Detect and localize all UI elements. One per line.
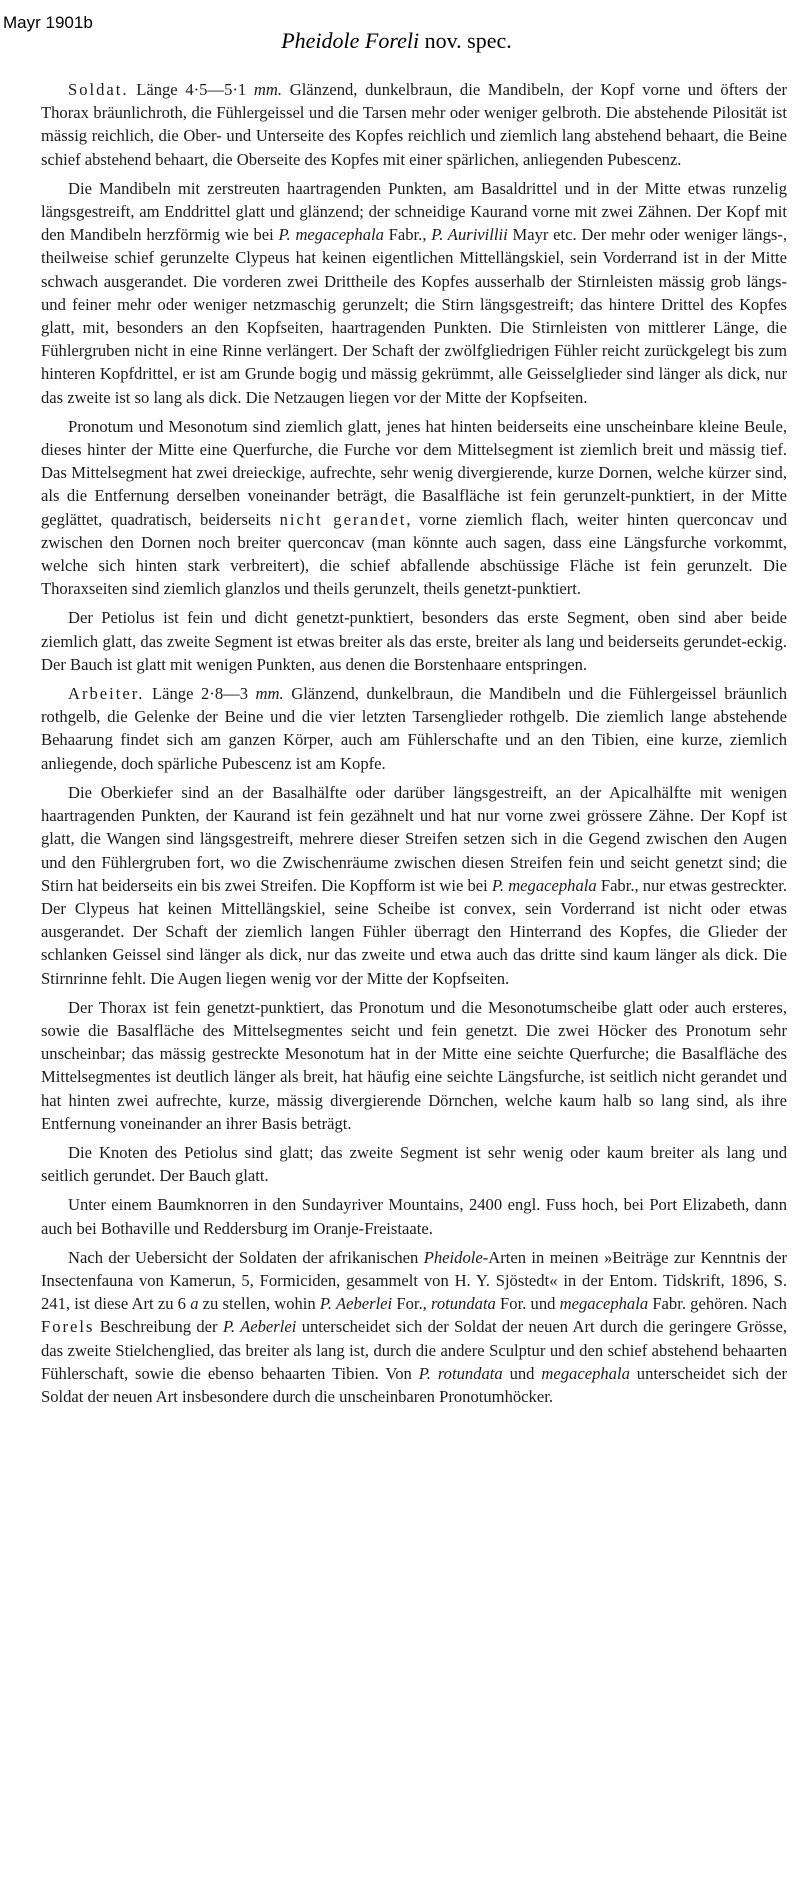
title-species-name: Pheidole Foreli: [281, 28, 420, 53]
spaced-text: Arbeiter.: [68, 684, 145, 704]
paragraph: [41, 781, 787, 990]
text-run: Fabr. gehören. Nach: [648, 1294, 787, 1314]
paragraph: [41, 1246, 787, 1408]
text-run: Nach der Uebersicht der Soldaten der afrikanischen: [68, 1247, 424, 1267]
text-run: unterscheidet sich der Soldat der neuen Art durch die geringere Grösse, das zweite Stielchenglied, das breiter als lang ist, durch die andere Sculptur und den schief abstehend behaarten Fühlerschaft, sowie die ebenso behaarten Tibien. Von: [41, 1317, 788, 1383]
text-run: Länge 2·8—3: [144, 684, 256, 704]
paragraph: [41, 177, 787, 409]
text-run: Fabr.,: [383, 225, 432, 245]
text-run: Beschreibung der: [94, 1317, 223, 1337]
text-run: Mayr etc. Der mehr oder weniger längs-, theilweise schief gerunzelte Clypeus hat keinen eigentlichen Mittellängskiel, sein Vorderrand ist in der Mitte schwach ausgerandet. Die vorderen zwei Drittheile des Kopfes ausserhalb der Stirnleisten mässig grob längs- und feiner mehr oder weniger netzmaschig gerunzelt; die Stirn längsgestreift; das hintere Drittel des Kopfes glatt, mit, besonders an den Kopfseiten, haartragenden Punkten. Die Stirnleisten von mittlerer Länge, die Fühlergruben nicht in eine Rinne verlängert. Der Schaft der zwölfgliedrigen Fühler reicht zurückgelegt bis zum hinteren Kopfdrittel, er ist am Grunde bogig und mässig gekrümmt, alle Geisselglieder sind länger als dick, nur das zweite ist so lang als dick. Die Netzaugen liegen vor der Mitte der Kopfseiten.: [41, 225, 787, 407]
text-run: Der Petiolus ist fein und dicht genetzt-punktiert, besonders das erste Segment, oben sind aber beide ziemlich glatt, das zweite Segment ist etwas breiter als das erste, breiter als lang und beiderseits gerundet-eckig. Der Bauch ist glatt mit wenigen Punkten, aus denen die Borstenhaare entspringen.: [41, 608, 787, 674]
italic-text: megacephala: [541, 1363, 630, 1383]
italic-text: P. megacephala: [278, 225, 384, 245]
italic-text: P. Aurivillii: [431, 225, 508, 245]
text-run: Die Knoten des Petiolus sind glatt; das zweite Segment ist sehr wenig oder kaum breiter als lang und seitlich gerundet. Der Bauch glatt.: [41, 1142, 787, 1186]
spaced-text: Forels: [41, 1317, 95, 1337]
text-run: Glänzend, dunkelbraun, die Mandibeln und die Fühlergeissel bräunlich rothgelb, die Gelenke der Beine und die vier letzten Tarsenglieder rothgelb. Die ziemlich lange abstehende Behaarung findet sich am ganzen Körper, auch am Fühlerschafte und an den Tibien, eine kurze, ziemlich anliegende, doch spärliche Pubescenz ist am Kopfe.: [41, 684, 787, 773]
text-run: For.,: [392, 1294, 432, 1314]
italic-text: P. rotundata: [418, 1363, 503, 1383]
text-run: Die Mandibeln mit zerstreuten haartragenden Punkten, am Basaldrittel und in der Mitte etwas runzelig längsgestreift, am Enddrittel glatt und glänzend; der schneidige Kaurand vorne mit zwei Zähnen. Der Kopf mit den Mandibeln herzförmig wie bei: [41, 178, 787, 245]
italic-text: megacephala: [559, 1294, 649, 1314]
text-run: For. und: [495, 1294, 560, 1314]
paragraph: [41, 78, 787, 171]
italic-text: P. megacephala: [491, 875, 597, 895]
paragraph: [41, 415, 787, 601]
paragraph: [41, 682, 787, 775]
text-run: , vorne ziemlich flach, weiter hinten querconcav und zwischen den Dornen noch breiter querconcav (man könnte auch sagen, dass eine Längsfurche vorkommt, welche sich hinten stark verbreitert), die schief abfallende abschüssige Fläche ist fein gerunzelt. Die Thoraxseiten sind ziemlich glanzlos und theils gerunzelt, theils genetzt-punktiert.: [41, 509, 787, 599]
text-run: Pronotum und Mesonotum sind ziemlich glatt, jenes hat hinten beiderseits eine unscheinbare kleine Beule, dieses hinter der Mitte eine Querfurche, die Furche vor dem Mittelsegment ist ziemlich breit und mässig tief. Das Mittelsegment hat zwei dreieckige, aufrechte, sehr wenig divergierende, kurze Dornen, welche kürzer sind, als die Entfernung derselben voneinander beträgt, die Basalfläche ist fein gerunzelt-punktiert, in der Mitte geglättet, quadratisch, beiderseits: [41, 416, 787, 529]
text-run: Der Thorax ist fein genetzt-punktiert, das Pronotum und die Mesonotumscheibe glatt oder auch ersteres, sowie die Basalfläche des Mittelsegmentes seicht und fein genetzt. Die zwei Höcker des Pronotum sehr unscheinbar; das mässig gestreckte Mesonotum hat in der Mitte eine seichte Querfurche; die Basalfläche des Mittelsegmentes ist deutlich länger als breit, hat häufig eine seichte Längsfurche, ist seitlich nicht gerandet und hat hinten zwei aufrechte, kurze, mässig divergierende Dörnchen, welche kaum halb so lang sind, als ihre Entfernung voneinander an ihrer Basis beträgt.: [41, 997, 787, 1133]
paragraph: [41, 1141, 787, 1187]
body-text: [41, 78, 787, 1414]
italic-text: Pheidole: [423, 1247, 483, 1267]
text-run: und: [502, 1363, 542, 1383]
italic-text: P. Aeberlei: [222, 1317, 297, 1337]
spaced-text: Soldat.: [68, 80, 129, 99]
italic-text: P. Aeberlei: [319, 1294, 393, 1314]
italic-text: mm.: [253, 80, 283, 99]
page-title: [0, 28, 793, 54]
spaced-text: nicht gerandet: [279, 509, 407, 529]
text-run: Die Oberkiefer sind an der Basalhälfte oder darüber längsgestreift, an der Apicalhälfte mit wenigen haartragenden Punkten, der Kaurand ist fein gezähnelt und hat nur vorne zwei grössere Zähne. Der Kopf ist glatt, die Wangen sind längsgestreift, mehrere dieser Streifen setzen sich in die Gegend zwischen den Augen und den Fühlergruben fort, wo die Zwischenräume zwischen diesen Streifen fein und seicht genetzt sind; die Stirn hat beiderseits ein bis zwei Streifen. Die Kopfform ist wie bei: [41, 782, 787, 895]
italic-text: mm.: [255, 684, 284, 704]
italic-text: a: [190, 1294, 199, 1314]
paragraph: [41, 996, 787, 1135]
text-run: Unter einem Baumknorren in den Sundayriver Mountains, 2400 engl. Fuss hoch, bei Port Elizabeth, dann auch bei Bothaville und Reddersburg im Oranje-Freistaate.: [41, 1195, 787, 1238]
text-run: Länge 4·5—5·1: [128, 80, 254, 99]
paragraph: [41, 606, 787, 676]
page-label: Mayr 1901b: [3, 13, 93, 32]
text-run: zu stellen, wohin: [198, 1294, 320, 1314]
text-run: unterscheidet sich der Soldat der neuen Art insbesondere durch die unscheinbaren Pronotumhöcker.: [41, 1363, 787, 1406]
italic-text: rotundata: [431, 1294, 496, 1314]
paragraph: [41, 1193, 787, 1239]
text-run: -Arten in meinen »Beiträge zur Kenntnis der Insectenfauna von Kamerun, 5, Formiciden, gesammelt von H. Y. Sjöstedt« in der Entom. Tidskrift, 1896, S. 241, ist diese Art zu 6: [41, 1247, 787, 1314]
text-run: Fabr., nur etwas gestreckter. Der Clypeus hat keinen Mittellängskiel, seine Scheibe ist convex, sein Vorderrand ist nicht oder etwas ausgerandet. Der Schaft der ziemlich langen Fühler überragt den Hinterrand des Kopfes, die Glieder der schlanken Geissel sind länger als dick, nur das zweite und etwa auch das dritte sind kaum länger als dick. Die Stirnrinne fehlt. Die Augen liegen wenig vor der Mitte der Kopfseiten.: [41, 875, 788, 988]
text-run: Glänzend, dunkelbraun, die Mandibeln, der Kopf vorne und öfters der Thorax bräunlichroth, die Fühlergeissel und die Tarsen mehr oder weniger gelbroth. Die abstehende Pilosität ist mässig reichlich, die Ober- und Unterseite des Kopfes reichlich und ziemlich lang abstehend behaart, die Beine schief abstehend behaart, die Oberseite des Kopfes mit einer spärlichen, anliegenden Pubescenz.: [41, 80, 787, 169]
title-status: nov. spec.: [424, 28, 512, 53]
